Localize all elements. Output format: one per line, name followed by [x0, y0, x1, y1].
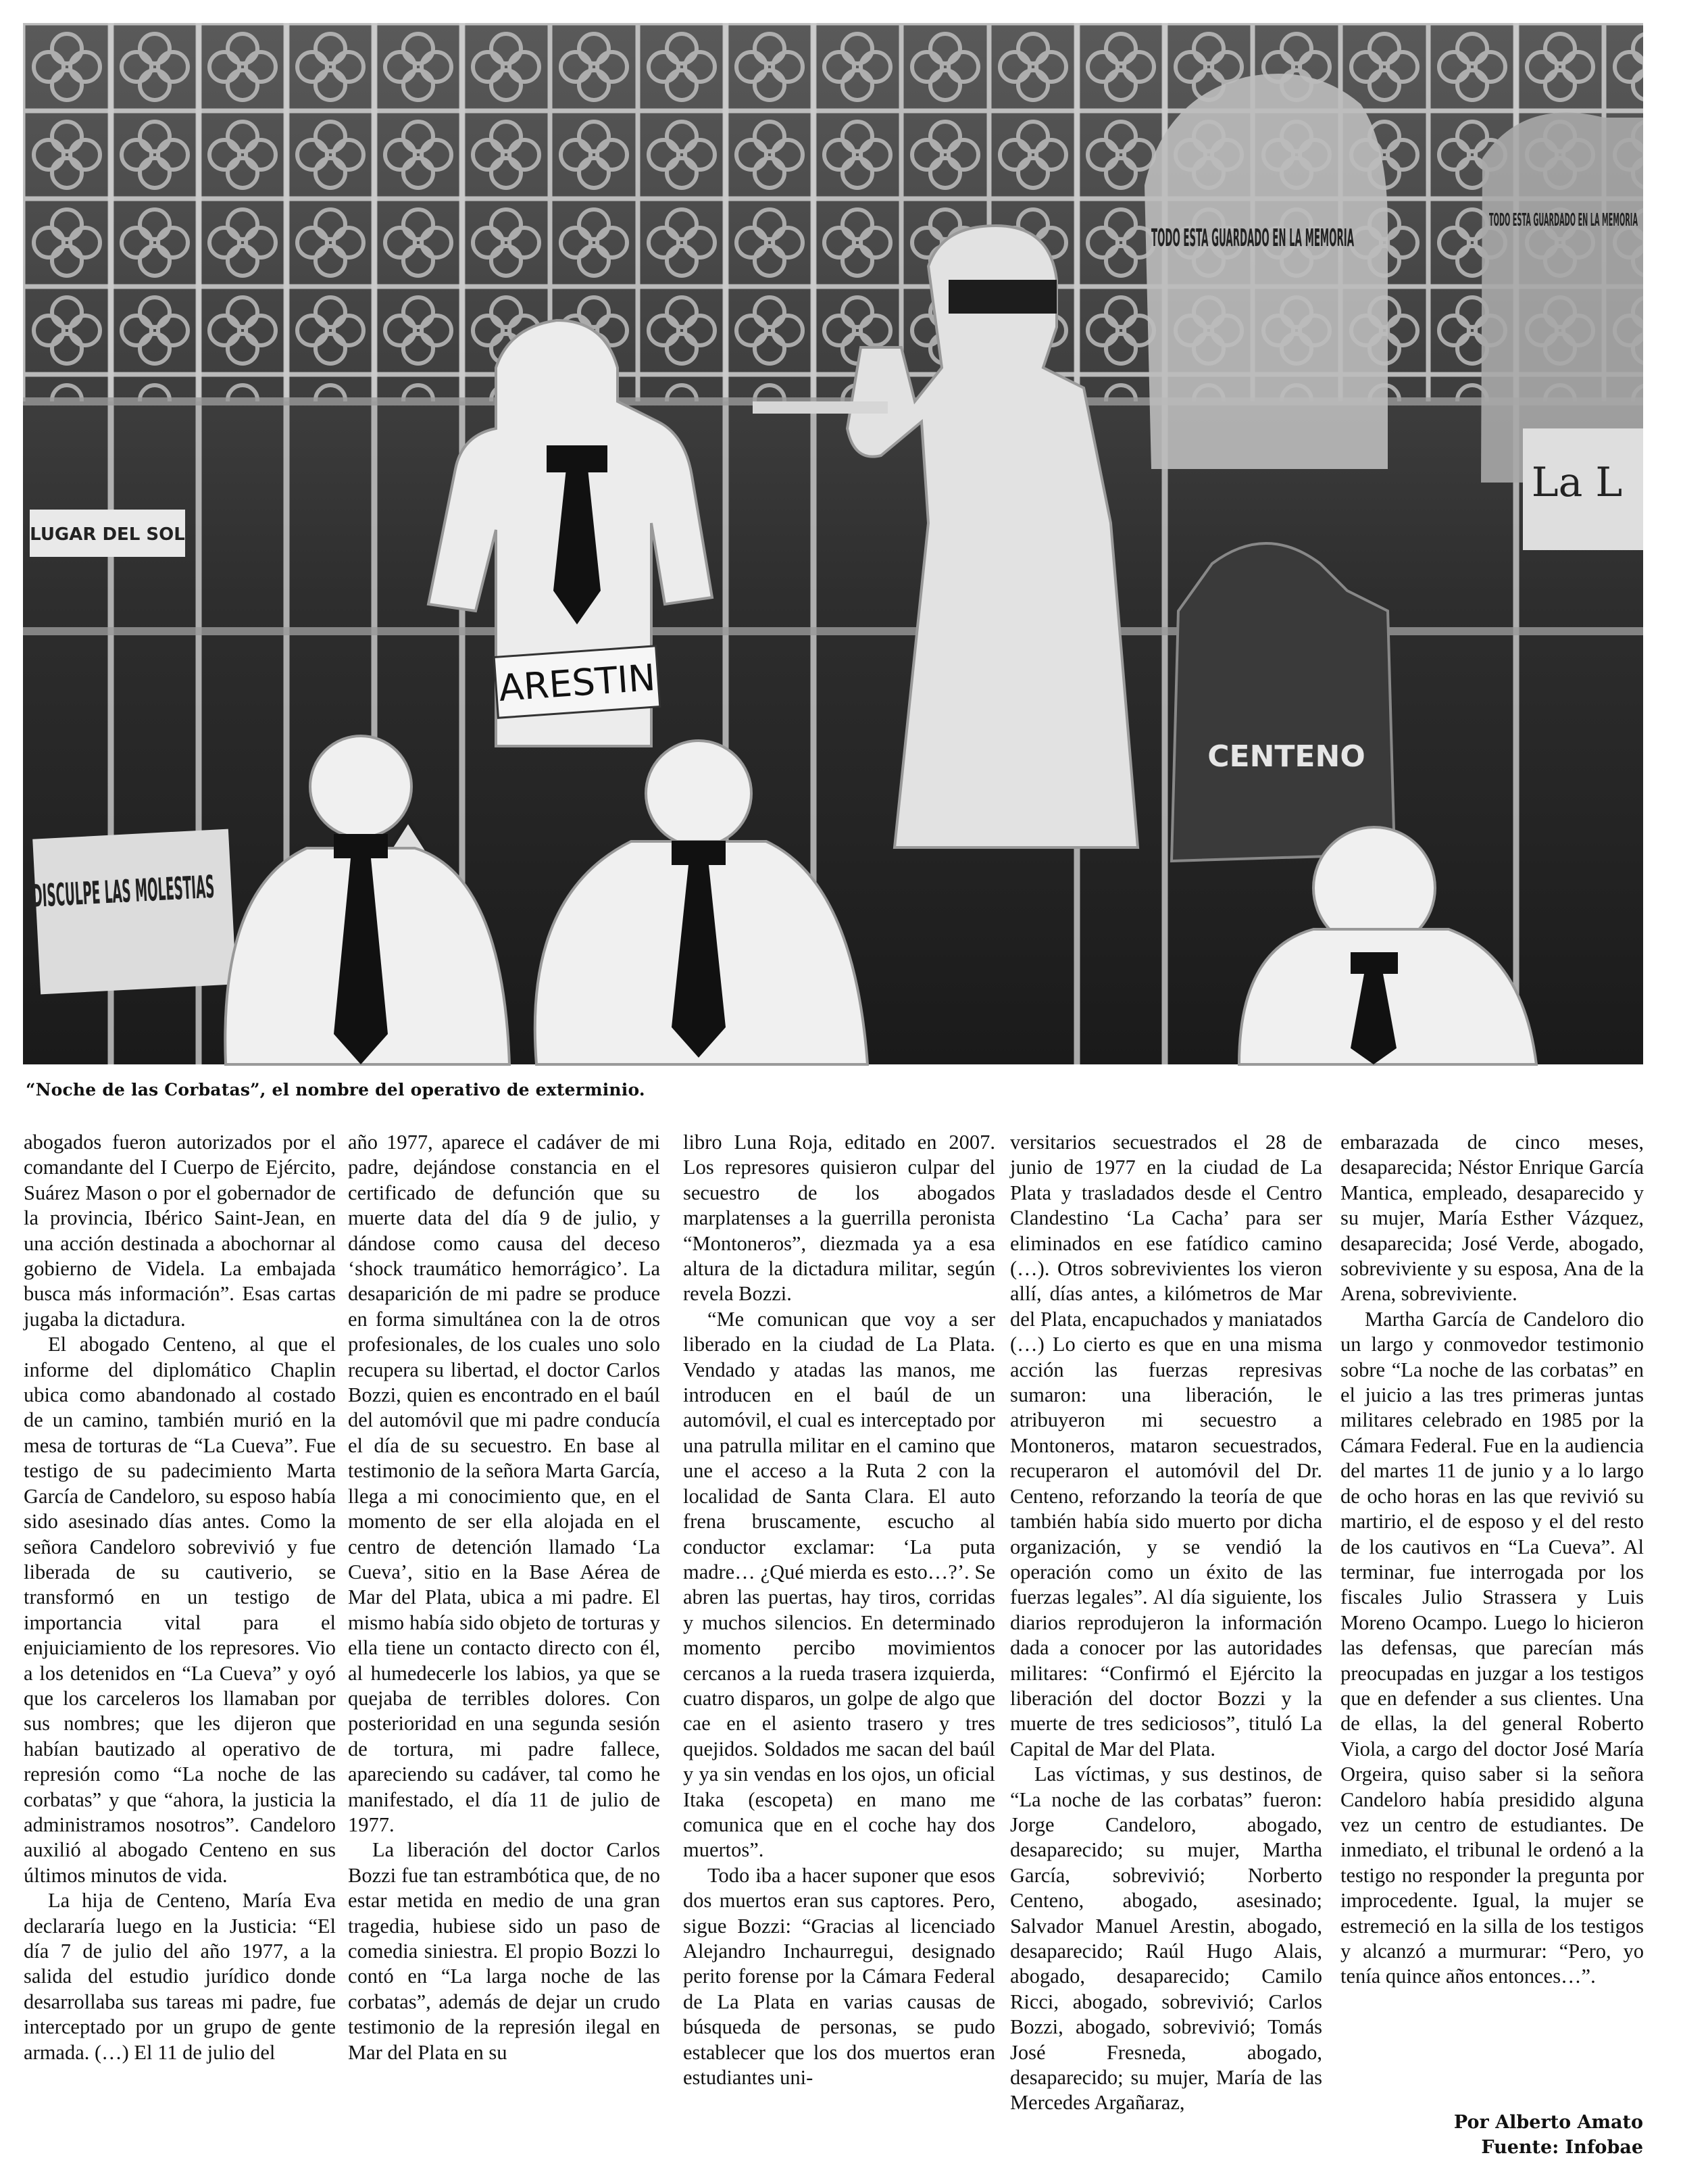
left-placard-text: LUGAR DEL SOL — [30, 524, 185, 545]
article-column-1 — [24, 1130, 336, 2065]
memoria-sign-text: TODO ESTA GUARDADO EN LA MEMORIA — [1151, 224, 1355, 252]
article-paragraph: “Me comunican que voy a ser liberado en la ciudad de La Plata. Vendado y atadas las manos, me introducen en el baúl de un automóvil, el cual es interceptado por una patrulla militar en el camino que une el acceso a la Ruta 2 con la localidad de Santa Clara. El auto frena bruscamente, escucho al conductor exclamar: ‘La puta madre… ¿Qué mierda es esto…?’. Se abren las puertas, hay tiros, corridas y muchos silencios. En determinado momento percibo movimientos cercanos a la rueda trasera izquierda, cuatro disparos, un golpe de algo que cae en el asiento trasero y tres quejidos. Soldados me sacan del baúl y ya sin vendas en los ojos, un oficial Itaka (escopeta) en mano me comunica que en el coche hay dos muertos”. — [683, 1307, 995, 1862]
article-column-4 — [1010, 1130, 1322, 2116]
article-paragraph: abogados fueron autorizados por el comandante del I Cuerpo de Ejército, Suárez Mason o por el gobernador de la provincia, Ibérico Saint-Jean, en una acción destinada a abochornar al gobierno de Videla. La embajada busca más información”. Esas cartas jugaba la dictadura. — [24, 1131, 336, 1331]
article-photo — [23, 23, 1643, 1064]
byline — [1454, 2110, 1643, 2160]
article-column-2 — [348, 1130, 660, 2065]
article-paragraph: versitarios secuestrados el 28 de junio de 1977 en la ciudad de La Plata y trasladados desde el Centro Clandestino ‘La Cacha’ para ser eliminados en ese fatídico camino (…). Otros sobrevivientes los vieron allí, días antes, a kilómetros de Mar del Plata, encapuchados y maniatados (…) Lo cierto es que en una misma acción las fuerzas represivas sumaron: una liberación, le atribuyeron mi secuestro a Montoneros, mataron secuestrados, recuperaron el automóvil del Dr. Centeno, reforzando la teoría de que también había sido muerto por dicha organización, y se vendió la operación como un éxito de las fuerzas legales”. Al día siguiente, los diarios reprodujeron la información dada a conocer por las autoridades militares: “Confirmó el Ejército la liberación del doctor Bozzi y la muerte de tres sediciosos”, tituló La Capital de Mar del Plata. — [1010, 1131, 1322, 1760]
article-paragraph: libro Luna Roja, editado en 2007. Los represores quisieron culpar del secuestro de los abogados marplatenses a la guerrilla peronista “Montoneros”, diezmada ya a esa altura de la dictadura militar, según revela Bozzi. — [683, 1131, 995, 1306]
right-placard-text: La L — [1531, 459, 1623, 506]
article-column-3 — [683, 1130, 995, 2090]
article-paragraph: año 1977, aparece el cadáver de mi padre, dejándose constancia en el certificado de defunción que su muerte data del día 9 de julio, y dándose como causa del deceso ‘shock traumático hemorrágico’. La desaparición de mi padre se produce en forma simultánea con la de otros profesionales, de los cuales uno solo recupera su libertad, el doctor Carlos Bozzi, quien es encontrado en el baúl del automóvil que mi padre conducía el día de su secuestro. En base al testimonio de la señora Marta García, llega a mi conocimiento que, en el momento de ser ella alojada en el centro de detención llamado ‘La Cueva’, sitio en la Base Aérea de Mar del Plata, ubica a mi padre. El mismo había sido objeto de torturas y ella tiene un contacto directo con él, al humedecerle los labios, ya que se quejaba de terribles dolores. Con posterioridad en una segunda sesión de tortura, mi padre fallece, apareciendo su cadáver, tal como he manifestado, el día 11 de julio de 1977. — [348, 1131, 660, 1836]
article-paragraph: La liberación del doctor Carlos Bozzi fue tan estrambótica que, de no estar metida en medio de una gran tragedia, hubiese sido un paso de comedia siniestra. El propio Bozzi lo contó en “La larga noche de las corbatas”, además de dejar un crudo testimonio de la represión ilegal en Mar del Plata en su — [348, 1838, 660, 2064]
article-paragraph: Las víctimas, y sus destinos, de “La noche de las corbatas” fueron: Jorge Candeloro, abogado, desaparecido; su mujer, Martha García, sobrevivió; Norberto Centeno, abogado, asesinado; Salvador Manuel Arestin, abogado, desaparecido; Raúl Hugo Alais, abogado, desaparecido; Camilo Ricci, abogado, sobrevivió; Carlos Bozzi, abogado, sobrevivió; Tomás José Fresneda, abogado, desaparecido; su mujer, María de las Mercedes Argañaraz, — [1010, 1763, 1322, 2115]
article-paragraph: La hija de Centeno, María Eva declararía luego en la Justicia: “El día 7 de julio del año 1977, a la salida del estudio jurídico donde desarrollaba sus tareas mi padre, fue interceptado por un grupo de gente armada. (…) El 11 de julio del — [24, 1889, 336, 2064]
article-paragraph: El abogado Centeno, al que el informe del diplomático Chaplin ubica como abandonado al costado de un camino, también murió en la mesa de torturas de “La Cueva”. Fue testigo de su padecimiento Marta García de Candeloro, su esposo había sido asesinado días antes. Como la señora Candeloro sobrevivió y fue liberada de su cautiverio, se transformó en un testigo de importancia vital para el enjuiciamiento de los represores. Vio a los detenidos en “La Cueva” y oyó que los carceleros los llamaban por sus nombres; que les dijeron que habían bautizado al operativo de represión como “La noche de las corbatas” y que “ahora, la justicia la administramos nosotros”. Candeloro auxilió al abogado Centeno en sus últimos minutos de vida. — [24, 1333, 336, 1887]
article-paragraph: Martha García de Candeloro dio un largo y conmovedor testimonio sobre “La noche de las corbatas” en el juicio a las tres primeras juntas militares celebrado en 1985 por la Cámara Federal. Fue en la audiencia del martes 11 de junio y a lo largo de ocho horas en las que revivió su martirio, el de esposo y el del resto de los cautivos en “La Cueva”. Al terminar, fue interrogada por los fiscales Julio Strassera y Luis Moreno Ocampo. Luego lo hicieron las defensas, que parecían más preocupadas en juzgar a los testigos que en defender a sus clientes. Una de ellas, la del general Roberto Viola, a cargo del doctor José María Orgeira, quiso saber si la señora Candeloro había presidido alguna vez un centro de estudiantes. De inmediato, el tribunal le ordenó a la testigo no responder la pregunta por improcedente. Igual, la mujer se estremeció en la silla de los testigos y alcanzó a murmurar: “Pero, yo tenía quince años entonces…”. — [1340, 1307, 1644, 1988]
arestin-label: ARESTIN — [497, 656, 657, 710]
article-paragraph: Todo iba a hacer suponer que esos dos muertos eran sus captores. Pero, sigue Bozzi: “Gracias al licenciado Alejandro Inchaurregui, designado perito forense por la Cámara Federal de La Plata en varias causas de búsqueda de personas, se pudo establecer que los dos muertos eran estudiantes uni- — [683, 1863, 995, 2090]
centeno-label: CENTENO — [1207, 739, 1365, 774]
article-column-5 — [1340, 1130, 1644, 1990]
memoria-right-sign-text: TODO ESTA GUARDADO EN LA MEMORIA — [1489, 210, 1638, 230]
article-paragraph: embarazada de cinco meses, desaparecida; Néstor Enrique García Mantica, empleado, desaparecido y su mujer, María Esther Vázquez, desaparecida; José Verde, abogado, sobreviviente y su esposa, Ana de la Arena, sobreviviente. — [1340, 1131, 1644, 1306]
byline-source: Fuente: Infobae — [1481, 2137, 1643, 2158]
photo-caption: “Noche de las Corbatas”, el nombre del operativo de exterminio. — [26, 1080, 645, 1100]
byline-author: Por Alberto Amato — [1453, 2112, 1643, 2133]
